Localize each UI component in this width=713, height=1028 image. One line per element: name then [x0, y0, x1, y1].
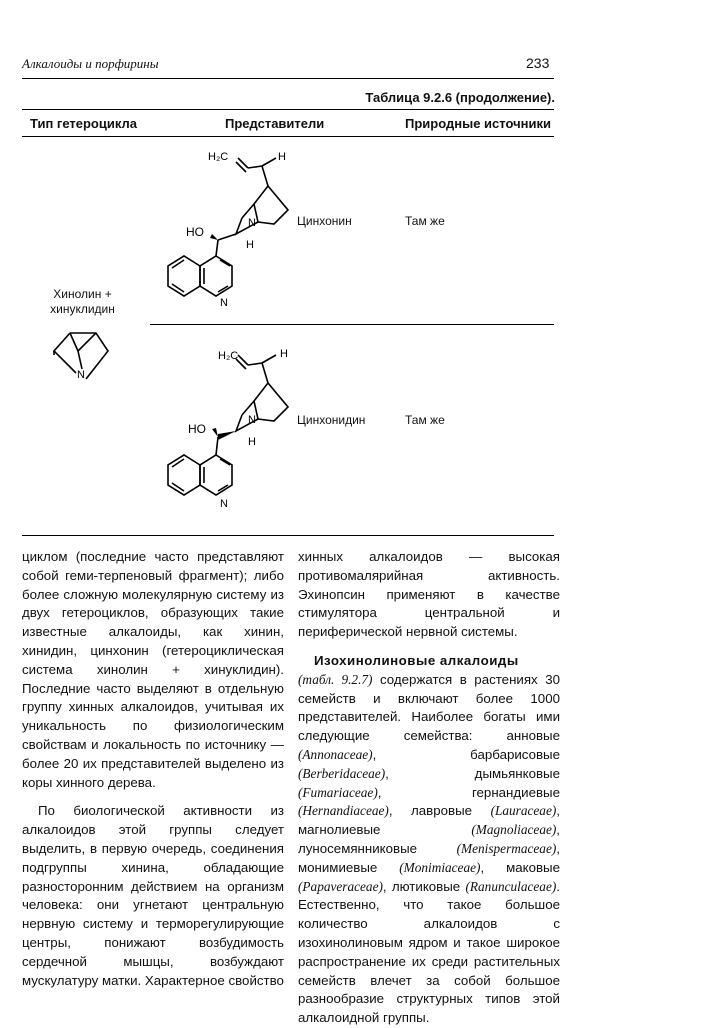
- cinchonine-h2c-label: H₂C: [208, 151, 229, 163]
- text-segment: , монимиевые: [298, 840, 560, 875]
- text-segment: , лютиковые: [382, 878, 466, 894]
- cinchonine-n-label: N: [248, 217, 256, 229]
- column-header-heterocycle: Тип гетероцикла: [30, 116, 137, 131]
- header-rule: [22, 78, 554, 79]
- text-segment: , барбарисовые: [372, 746, 560, 762]
- table-caption: Таблица 9.2.6 (продолжение).: [365, 90, 555, 105]
- cinchonine-h-label: H: [278, 151, 286, 163]
- column-header-sources: Природные источники: [405, 116, 551, 131]
- body-paragraph: циклом (последние часто представляют собой геми-терпеновый фрагмент); либо более сложную молекулярную систему из двух гетероциклов, образующих такие известные алкалоиды, как хинин, хинидин, цинхонин (гетероциклическая система хинолин + хинуклидин). Последние часто выделяют в отдельную группу хинных алкалоидов, учитывая их уникальность по физиологическим свойствам и локальность по источнику — более 20 их представителей выделено из коры хинного дерева.: [22, 549, 284, 790]
- table-top-rule: [22, 109, 554, 110]
- family-name: (Monimiaceae): [399, 859, 481, 875]
- family-name: (Fumariaceae): [298, 784, 378, 800]
- cinchonidine-h2-label: H: [248, 436, 256, 448]
- cinchonidine-quinoline-n-label: N: [220, 498, 228, 510]
- family-name: (Berberidaceae): [298, 765, 386, 781]
- family-name: (Annonaceae): [298, 746, 373, 762]
- text-segment: , лавровые: [388, 803, 491, 819]
- source-cinchonine: Там же: [405, 214, 445, 228]
- cinchonidine-ho-label: HO: [188, 422, 206, 436]
- body-left-column: [22, 548, 284, 990]
- page-number: 233: [526, 55, 550, 71]
- family-name: (Papaveraceae): [298, 878, 383, 894]
- text-segment: , дымьянковые: [385, 765, 560, 781]
- cinchonine-h2-label: H: [246, 239, 254, 251]
- heterocycle-type-label: Хинолин + хинуклидин: [50, 287, 115, 316]
- family-name: (Hernandiaceae): [298, 803, 389, 819]
- running-header-title: Алкалоиды и порфирины: [22, 56, 159, 71]
- family-name: (Menispermaceae): [456, 840, 557, 856]
- table-header-rule: [22, 136, 554, 137]
- section-heading: Изохинолиновые алкалоиды: [314, 652, 519, 668]
- representative-cinchonine: Цинхонин: [297, 214, 352, 228]
- family-name: (Lauraceae): [490, 803, 557, 819]
- cinchonidine-structure: [150, 343, 310, 513]
- cinchonidine-h-label: H: [280, 348, 288, 360]
- text-segment: . Естественно, что такое большое количество алкалоидов с изохинолиновым ядром и такое широкое распространение их среди растительных семейств влечет за собой большое разнообразие структурных типов этой алкалоидной группы.: [298, 878, 560, 1026]
- row-separator: [150, 324, 554, 325]
- source-cinchonidine: Там же: [405, 413, 445, 427]
- isoquinoline-paragraph: [298, 652, 560, 1028]
- text-segment: , гернандиевые: [377, 784, 560, 800]
- text-segment: , маковые: [480, 859, 560, 875]
- cinchonidine-n-label: N: [248, 414, 256, 426]
- body-paragraph: По биологической активности из алкалоидов этой группы следует выделить, в первую очередь, соединения подгруппы хинина, обладающие разносторонним действием на организм человека: они угнетают центральную нервную систему и терморегулирующие центры, понижают возбудимость сердечной мышцы, возбуждают мускулатуру матки. Характерное свойство: [22, 803, 284, 988]
- quinuclidine-n-label: N: [77, 369, 85, 381]
- text-segment: , магнолиевые: [298, 803, 560, 838]
- representative-cinchonidine: Цинхонидин: [297, 413, 366, 427]
- text-segment: содержатся в растениях 30 семейств и включают более 1000 представителей. Наиболее богаты ими следующие семейства: анновые: [298, 671, 560, 744]
- text-segment: , луносемянниковые: [298, 822, 560, 856]
- body-paragraph: хинных алкалоидов — высокая противомалярийная активность. Эхинопсин применяют в качестве стимулятора центральной и периферической нервной системы.: [298, 549, 560, 640]
- quinuclidine-structure: [48, 325, 118, 385]
- cinchonine-quinoline-n-label: N: [220, 297, 228, 309]
- family-name: (Ranunculaceae): [465, 878, 557, 894]
- cinchonidine-h2c-label: H₂C: [218, 350, 239, 362]
- column-header-representatives: Представители: [225, 116, 325, 131]
- family-name: (Magnoliaceae): [471, 822, 557, 838]
- table-reference: (табл. 9.2.7): [298, 671, 373, 687]
- body-right-column: [298, 548, 560, 1028]
- cinchonine-structure: [150, 148, 310, 308]
- cinchonine-ho-label: HO: [186, 225, 204, 239]
- table-bottom-rule: [22, 535, 554, 536]
